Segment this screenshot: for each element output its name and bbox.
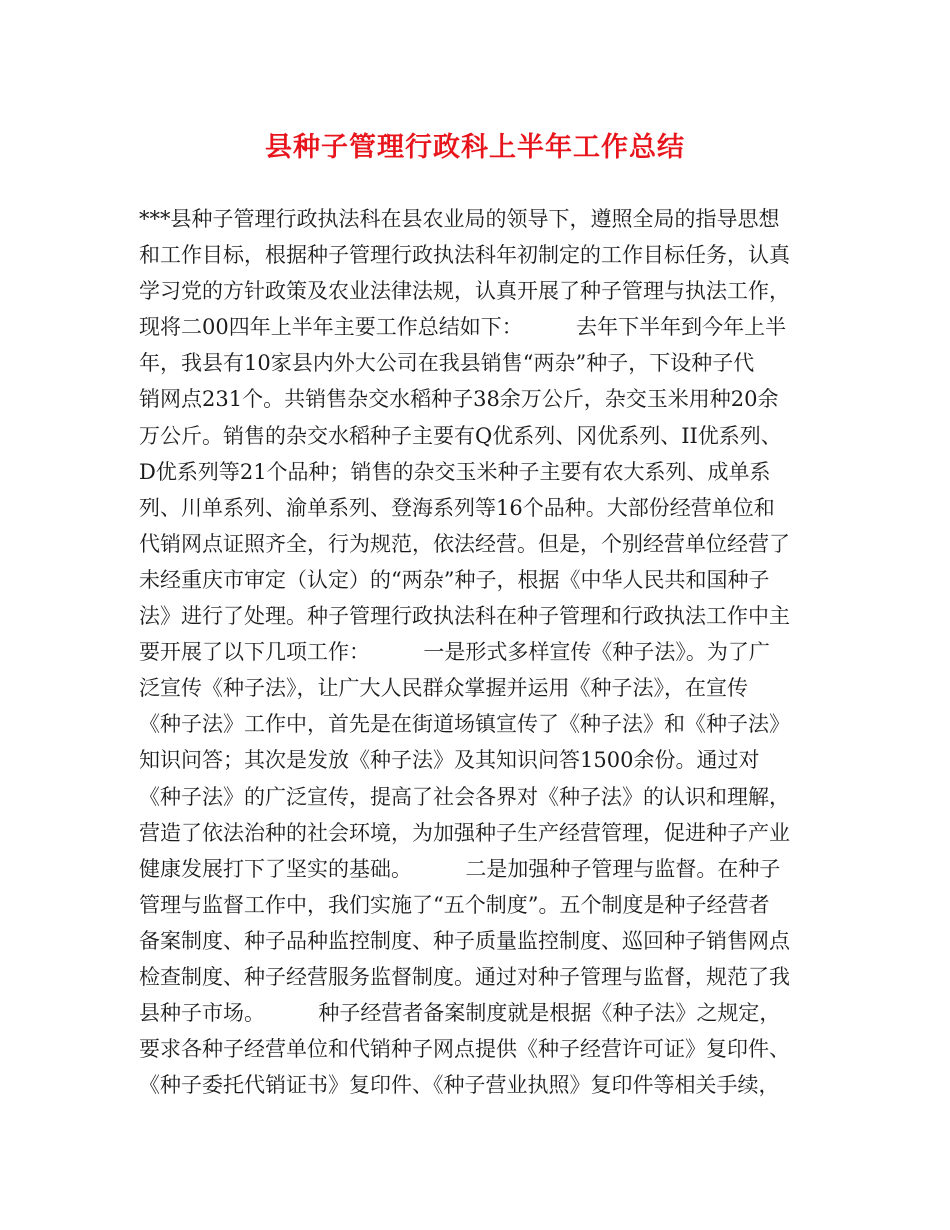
- body-line-7: 万公斤。销售的杂交水稻种子主要有Q优系列、冈优系列、II优系列、: [139, 423, 782, 448]
- body-line-2: 和工作目标，根据种子管理行政执法科年初制定的工作目标任务，认真: [139, 243, 790, 268]
- body-line-22: 检查制度、种子经营服务监督制度。通过对种子管理与监督，规范了我: [139, 964, 790, 989]
- body-line-13: 要开展了以下几项工作： 一是形式多样宣传《种子法》。为了广: [139, 640, 770, 665]
- body-line-11: 未经重庆市审定（认定）的“两杂”种子，根据《中华人民共和国种子: [139, 567, 770, 592]
- body-line-16: 知识问答；其次是发放《种子法》及其知识问答1500余份。通过对: [139, 748, 760, 773]
- body-line-8: D优系列等21个品种；销售的杂交玉米种子主要有农大系列、成单系: [139, 459, 771, 484]
- body-line-23: 县种子市场。 种子经营者备案制度就是根据《种子法》之规定，: [139, 1001, 781, 1026]
- body-line-3: 学习党的方针政策及农业法律法规，认真开展了种子管理与执法工作，: [139, 279, 790, 304]
- body-line-24: 要求各种子经营单位和代销种子网点提供《种子经营许可证》复印件、: [139, 1037, 790, 1062]
- body-line-1: ***县种子管理行政执法科在县农业局的领导下，遵照全局的指导思想: [139, 207, 780, 231]
- body-line-10: 代销网点证照齐全，行为规范，依法经营。但是，个别经营单位经营了: [139, 531, 790, 556]
- body-line-12: 法》进行了处理。种子管理行政执法科在种子管理和行政执法工作中主: [139, 604, 790, 629]
- body-line-20: 管理与监督工作中，我们实施了“五个制度”。五个制度是种子经营者: [139, 892, 770, 917]
- body-line-25: 《种子委托代销证书》复印件、《种子营业执照》复印件等相关手续，: [139, 1073, 780, 1098]
- body-line-17: 《种子法》的广泛宣传，提高了社会各界对《种子法》的认识和理解，: [139, 784, 790, 809]
- body-line-15: 《种子法》工作中，首先是在街道场镇宣传了《种子法》和《种子法》: [139, 712, 790, 737]
- body-line-9: 列、川单系列、渝单系列、登海系列等16个品种。大部份经营单位和: [139, 495, 775, 520]
- body-line-4: 现将二00四年上半年主要工作总结如下： 去年下半年到今年上半: [139, 315, 787, 340]
- body-line-19: 健康发展打下了坚实的基础。 二是加强种子管理与监督。在种子: [139, 856, 781, 881]
- document-body: [139, 201, 829, 1103]
- body-line-6: 销网点231个。共销售杂交水稻种子38余万公斤，杂交玉米用种20余: [139, 387, 779, 412]
- body-line-21: 备案制度、种子品种监控制度、种子质量监控制度、巡回种子销售网点: [139, 928, 790, 953]
- body-line-18: 营造了依法治种的社会环境，为加强种子生产经营管理，促进种子产业: [139, 820, 790, 845]
- body-line-5: 年，我县有10家县内外大公司在我县销售“两杂”种子，下设种子代: [139, 351, 755, 376]
- document-title: 县种子管理行政科上半年工作总结: [265, 132, 685, 163]
- body-line-14: 泛宣传《种子法》，让广大人民群众掌握并运用《种子法》，在宣传: [139, 676, 748, 701]
